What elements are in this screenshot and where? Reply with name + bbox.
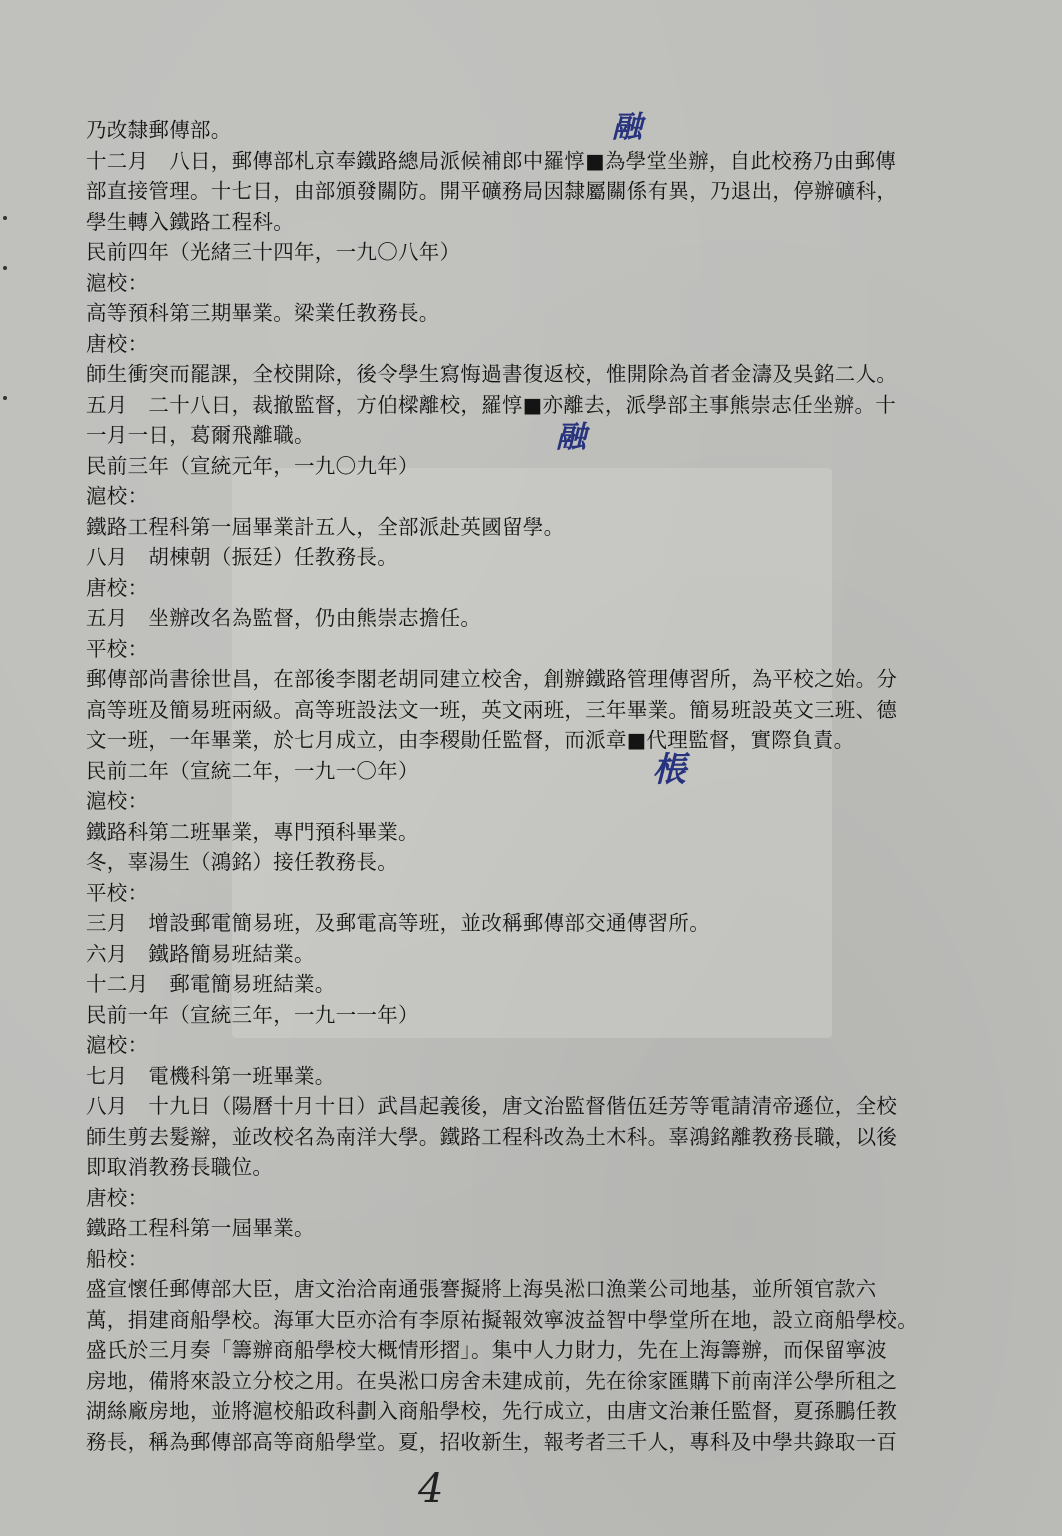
text-line: 湖絲廠房地，並將滬校船政科劃入商船學校，先行成立，由唐文治兼任監督，夏孫鵬任教 (86, 1399, 898, 1423)
handwritten-annotation: 棖 (652, 750, 686, 790)
text-line: 六月 鐵路簡易班結業。 (86, 941, 315, 966)
text-line: 八月 十九日（陽曆十月十日）武昌起義後，唐文治監督偕伍廷芳等電請清帝遜位，全校 (86, 1094, 898, 1118)
school-heading: 滬校： (86, 270, 149, 295)
text-line: 冬，辜湯生（鴻銘）接任教務長。 (86, 850, 398, 874)
text-line: 盛宣懷任郵傳部大臣，唐文治洽南通張謇擬將上海吳淞口漁業公司地基，並所領官款六 (86, 1277, 877, 1301)
text-line: 鐵路工程科第一屆畢業計五人，全部派赴英國留學。 (86, 514, 565, 539)
text-line: 郵傳部尚書徐世昌，在部後李閣老胡同建立校舍，創辦鐵路管理傳習所，為平校之始。分 (86, 667, 898, 691)
text-line: 鐵路工程科第一屆畢業。 (86, 1216, 315, 1240)
text-line: 十二月 八日，郵傳部札京奉鐵路總局派候補郎中羅惇■為學堂坐辦，自此校務乃由郵傳 (86, 148, 897, 173)
school-heading: 滬校： (86, 789, 149, 813)
text-line: 一月一日，葛爾飛離職。 (86, 423, 315, 447)
text-line: 即取消教務長職位。 (86, 1155, 274, 1179)
school-heading: 平校： (86, 636, 149, 661)
school-heading: 船校： (86, 1246, 149, 1271)
text-line: 三月 增設郵電簡易班，及郵電高等班，並改稱郵傳部交通傳習所。 (86, 911, 710, 935)
text-line: 高等班及簡易班兩級。高等班設法文一班，英文兩班，三年畢業。簡易班設英文三班、德 (86, 697, 898, 722)
text-line: 務長，稱為郵傳部高等商船學堂。夏，招收新生，報考者三千人，專科及中學共錄取一百 (86, 1429, 898, 1454)
text-line: 高等預科第三期畢業。梁業任教務長。 (86, 301, 440, 325)
text-line: 五月 坐辦改名為監督，仍由熊崇志擔任。 (86, 606, 482, 630)
text-line: 盛氏於三月奏「籌辦商船學校大概情形摺」。集中人力財力，先在上海籌辦，而保留寧波 (86, 1338, 887, 1362)
text-line: 學生轉入鐵路工程科。 (86, 209, 294, 234)
edge-speck (3, 216, 7, 220)
edge-speck (3, 266, 7, 270)
text-line: 萬，捐建商船學校。海軍大臣亦洽有李原祐擬報效寧波益智中學堂所在地，設立商船學校。 (86, 1307, 918, 1332)
text-line: 鐵路科第二班畢業，專門預科畢業。 (86, 819, 419, 844)
school-heading: 滬校： (86, 1033, 149, 1057)
text-line: 文一班，一年畢業，於七月成立，由李稷勛任監督，而派章■代理監督，實際負責。 (86, 728, 855, 752)
text-line: 七月 電機科第一班畢業。 (86, 1063, 336, 1088)
text-line: 乃改隸郵傳部。 (86, 118, 232, 142)
school-heading: 滬校： (86, 484, 149, 508)
school-heading: 唐校： (86, 1185, 149, 1210)
text-line: 房地，備將來設立分校之用。在吳淞口房舍未建成前，先在徐家匯購下前南洋公學所租之 (86, 1368, 898, 1393)
text-line: 十二月 郵電簡易班結業。 (86, 972, 336, 996)
school-heading: 唐校： (86, 575, 149, 600)
handwritten-annotation: 融 (612, 110, 642, 145)
year-heading: 民前二年（宣統二年，一九一〇年） (86, 758, 419, 783)
text-line: 五月 二十八日，裁撤監督，方伯樑離校，羅惇■亦離去，派學部主事熊崇志任坐辦。十 (86, 392, 897, 417)
year-heading: 民前四年（光緒三十四年，一九〇八年） (86, 240, 461, 264)
edge-speck (3, 396, 7, 400)
text-line: 師生衝突而罷課，全校開除，後令學生寫悔過書復返校，惟開除為首者金濤及吳銘二人。 (86, 362, 898, 386)
year-heading: 民前三年（宣統元年，一九〇九年） (86, 453, 419, 478)
text-line: 部直接管理。十七日，由部頒發關防。開平礦務局因隸屬關係有異，乃退出，停辦礦科， (86, 179, 898, 203)
school-heading: 唐校： (86, 331, 149, 356)
text-line: 八月 胡棟朝（振廷）任教務長。 (86, 545, 398, 569)
handwritten-annotation: 融 (556, 420, 586, 455)
year-heading: 民前一年（宣統三年，一九一一年） (86, 1002, 419, 1027)
text-line: 師生剪去髮辮，並改校名為南洋大學。鐵路工程科改為土木科。辜鴻銘離教務長職，以後 (86, 1124, 898, 1149)
school-heading: 平校： (86, 880, 149, 905)
page-number: 4 (418, 1466, 444, 1512)
document-body (86, 115, 956, 1457)
